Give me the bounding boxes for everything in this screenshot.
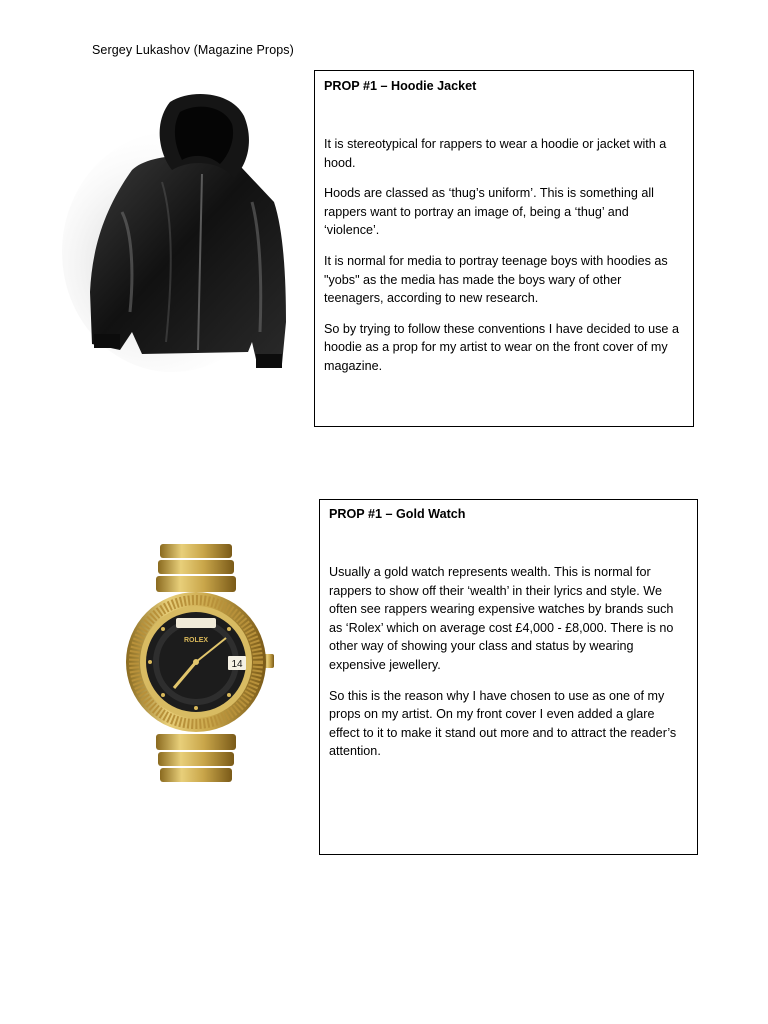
watch-prop-title: PROP #1 – Gold Watch	[329, 507, 466, 521]
gold-watch-image	[118, 538, 278, 788]
hoodie-jacket-image	[62, 82, 302, 377]
watch-brand: ROLEX	[183, 637, 209, 644]
watch-paragraph-1: Usually a gold watch represents wealth. This is normal for rappers to show off their ‘wealth’ in their lyrics and style. We often see rappers wearing expensive watches by brands such as ‘Rolex’ which on average cost £4,000 - £8,000. There is no other way of showing your class and status by wearing expensive jewellery.	[329, 565, 674, 672]
hoodie-prop-title: PROP #1 – Hoodie Jacket	[324, 79, 477, 93]
watch-date: 14	[231, 659, 243, 670]
hoodie-paragraph-1: It is stereotypical for rappers to wear a hoodie or jacket with a hood.	[324, 137, 667, 170]
watch-prop-box	[319, 499, 698, 855]
watch-paragraph-2: So this is the reason why I have chosen to use as one of my props on my artist. On my front cover I even added a glare effect to it to make it stand out more and to attract the reader’s attention.	[329, 688, 677, 759]
hoodie-prop-box	[314, 70, 694, 427]
hoodie-paragraph-2: Hoods are classed as ‘thug’s uniform’. This is something all rappers want to portray an image of, being a ‘thug’ and ‘violence’.	[324, 186, 654, 238]
document-header: Sergey Lukashov (Magazine Props)	[92, 43, 294, 57]
hoodie-paragraph-4: So by trying to follow these conventions I have decided to use a hoodie as a prop for my artist to wear on the front cover of my magazine.	[324, 321, 679, 373]
hoodie-paragraph-3: It is normal for media to portray teenage boys with hoodies as "yobs" as the media has made the boys wary of other teenagers, according to new research.	[324, 253, 668, 306]
